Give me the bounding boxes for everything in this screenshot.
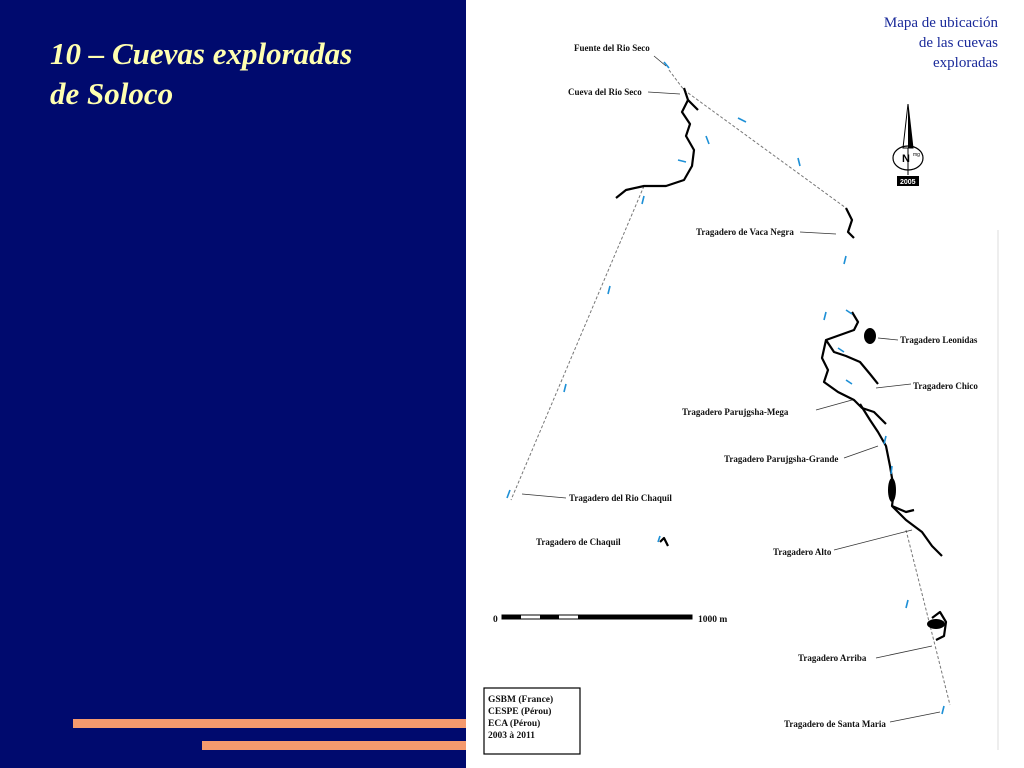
passage-leonidas-system (822, 312, 886, 424)
chamber-parujgsha (888, 478, 896, 502)
flow-arrow (844, 256, 846, 264)
dashed-line-west (511, 186, 644, 500)
leader-line (816, 400, 852, 410)
leader-line (876, 646, 932, 658)
north-arrow-icon (893, 104, 923, 186)
flow-arrow (846, 380, 852, 384)
scale-segment (578, 615, 597, 619)
leader-line (522, 494, 566, 498)
label-chaquil: Tragadero de Chaquil (536, 537, 621, 547)
scale-segment (540, 615, 559, 619)
chamber-arriba (927, 619, 945, 629)
scale-segment (502, 615, 521, 619)
map-drawing (466, 0, 1024, 768)
leader-line (876, 384, 911, 388)
cave-location-map (466, 0, 1024, 768)
label-rio-chaquil: Tragadero del Rio Chaquil (569, 493, 672, 503)
credit-line-2: CESPE (Pérou) (488, 707, 552, 717)
credit-line-4: 2003 à 2011 (488, 731, 535, 741)
flow-arrow (798, 158, 800, 166)
cave-passages (616, 88, 946, 640)
scale-segment (597, 615, 692, 619)
flow-arrow (846, 310, 852, 314)
chamber-leonidas (864, 328, 876, 344)
north-sub-label: mg (913, 152, 920, 158)
label-fuente-rio-seco: Fuente del Rio Seco (574, 43, 650, 53)
passage-chaquil (660, 538, 668, 546)
slide-title (50, 34, 352, 114)
cave-chambers (864, 328, 945, 629)
flow-arrow (838, 348, 844, 352)
north-label: N (902, 153, 910, 165)
passage-chico (826, 340, 878, 384)
map-caption-line-2: de las cuevas (918, 35, 998, 51)
credits-box (484, 688, 580, 754)
label-chico: Tragadero Chico (913, 381, 978, 391)
passage-vaca-negra (846, 208, 854, 238)
north-year: 2005 (900, 179, 916, 186)
slide-panel (0, 0, 466, 768)
flow-arrow (891, 466, 892, 474)
label-leonidas: Tragadero Leonidas (900, 335, 978, 345)
passage-rio-seco (616, 88, 694, 198)
leader-line (844, 446, 878, 458)
leader-line (800, 232, 836, 234)
dashed-line-north (669, 70, 846, 208)
flow-arrow (564, 384, 566, 392)
flow-arrow (507, 490, 510, 498)
title-line-2: de Soloco (50, 76, 174, 111)
flow-arrow (884, 436, 886, 444)
passage-branch (688, 100, 698, 110)
label-cueva-rio-seco: Cueva del Rio Seco (568, 87, 642, 97)
credit-line-3: ECA (Pérou) (488, 719, 541, 729)
label-arriba: Tragadero Arriba (798, 653, 867, 663)
leader-line (834, 530, 912, 550)
label-alto: Tragadero Alto (773, 547, 832, 557)
flow-arrow (706, 136, 709, 144)
decorative-bar-bottom (202, 741, 468, 750)
credit-line-1: GSBM (France) (488, 695, 554, 705)
flow-arrow (738, 118, 746, 122)
label-vaca-negra: Tragadero de Vaca Negra (696, 227, 794, 237)
flow-arrow (906, 600, 908, 608)
leader-line (890, 712, 940, 722)
decorative-bar-top (73, 719, 468, 728)
title-line-1: 10 – Cuevas exploradas (50, 36, 353, 71)
flow-arrow (608, 286, 610, 294)
scale-bar (493, 615, 727, 625)
map-caption (884, 13, 998, 73)
flow-arrow (942, 706, 944, 714)
map-caption-line-1: Mapa de ubicación (883, 15, 998, 31)
label-parujgsha-grande: Tragadero Parujgsha-Grande (724, 454, 839, 464)
label-santa-maria: Tragadero de Santa Maria (784, 719, 886, 729)
map-caption-line-3: exploradas (933, 55, 998, 71)
scale-start: 0 (493, 615, 498, 625)
label-parujgsha-mega: Tragadero Parujgsha-Mega (682, 407, 789, 417)
leader-line (878, 338, 898, 340)
leader-line (648, 92, 680, 94)
scale-end: 1000 m (698, 615, 728, 625)
label-leaders (522, 56, 940, 722)
survey-lines (511, 70, 950, 705)
flow-arrow (678, 160, 686, 162)
flow-arrow (642, 196, 644, 204)
flow-arrow (824, 312, 826, 320)
leader-line (654, 56, 666, 66)
